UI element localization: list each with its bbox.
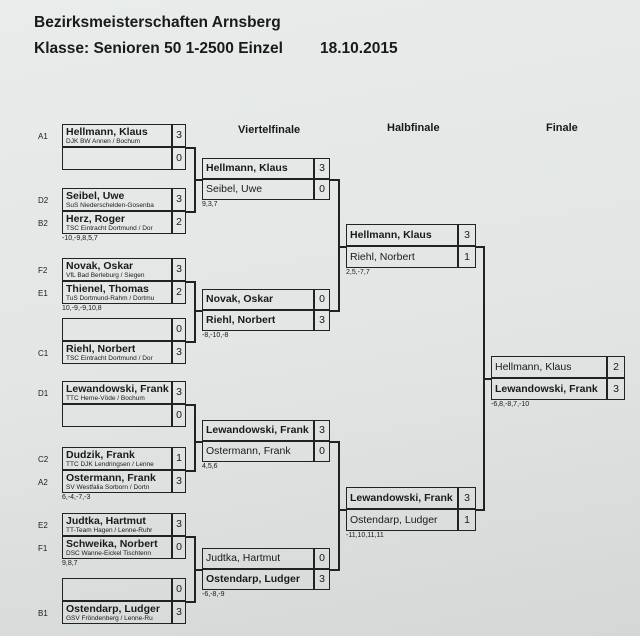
bracket-connector xyxy=(476,246,483,248)
game-result: 10,-9,-9,10,8 xyxy=(62,305,102,312)
set-score: 3 xyxy=(172,601,186,624)
player-slot[interactable] xyxy=(62,536,172,559)
set-score: 2 xyxy=(172,281,186,304)
set-score: 0 xyxy=(172,536,186,559)
bracket-connector xyxy=(194,281,196,343)
player-slot[interactable] xyxy=(202,569,314,590)
player-slot[interactable] xyxy=(346,509,458,531)
player-slot[interactable] xyxy=(62,281,172,304)
player-name: Seibel, Uwe xyxy=(66,190,125,202)
date-label: 18.10.2015 xyxy=(320,40,398,57)
set-score: 0 xyxy=(172,147,186,170)
round-label-final: Finale xyxy=(546,122,578,134)
player-club: SV Westfalia Sorborn / Dortn xyxy=(66,484,150,491)
set-score: 1 xyxy=(172,447,186,470)
player-slot[interactable] xyxy=(202,310,314,331)
player-slot[interactable] xyxy=(202,548,314,569)
bracket-connector xyxy=(186,536,194,538)
set-score: 3 xyxy=(172,470,186,493)
player-slot[interactable] xyxy=(202,420,314,441)
seed-label: E2 xyxy=(38,521,48,530)
set-score: 0 xyxy=(172,578,186,601)
player-name: Riehl, Norbert xyxy=(350,251,415,263)
player-name: Ostendarp, Ludger xyxy=(66,603,160,615)
player-slot[interactable] xyxy=(202,289,314,310)
set-score: 2 xyxy=(607,356,625,378)
game-result: 9,8,7 xyxy=(62,560,78,567)
seed-label: F1 xyxy=(38,544,48,553)
player-name: Hellmann, Klaus xyxy=(206,162,288,174)
player-slot[interactable] xyxy=(62,447,172,470)
bracket-connector xyxy=(186,211,194,213)
set-score: 3 xyxy=(458,487,476,509)
bracket-connector xyxy=(194,179,202,181)
bracket-connector xyxy=(186,470,194,472)
player-name: Lewandowski, Frank xyxy=(350,492,453,504)
set-score: 0 xyxy=(314,548,330,569)
player-name: Lewandowski, Frank xyxy=(206,424,309,436)
player-slot[interactable] xyxy=(491,378,607,400)
set-score: 3 xyxy=(172,513,186,536)
seed-label: F2 xyxy=(38,266,48,275)
player-slot[interactable] xyxy=(62,211,172,234)
player-slot[interactable] xyxy=(202,441,314,462)
player-name: Riehl, Norbert xyxy=(66,343,136,355)
player-name: Novak, Oskar xyxy=(66,260,134,272)
set-score: 1 xyxy=(458,509,476,531)
player-slot[interactable] xyxy=(62,188,172,211)
bracket-connector xyxy=(194,310,202,312)
game-result: -11,10,11,11 xyxy=(346,532,384,539)
class-label: Klasse: Senioren 50 1-2500 Einzel xyxy=(34,40,283,57)
seed-label: D1 xyxy=(38,389,49,398)
player-club: DSC Wanne-Eickel Tischtenn xyxy=(66,550,152,557)
player-name: Hellmann, Klaus xyxy=(495,361,572,373)
bracket-connector xyxy=(338,509,346,511)
player-slot[interactable] xyxy=(62,318,172,341)
bracket-connector xyxy=(186,341,194,343)
player-name: Novak, Oskar xyxy=(206,293,274,305)
game-result: 2,5,-7,7 xyxy=(346,269,370,276)
seed-label: E1 xyxy=(38,289,48,298)
seed-label: A1 xyxy=(38,132,48,141)
player-slot[interactable] xyxy=(62,470,172,493)
bracket-connector xyxy=(186,601,194,603)
player-slot[interactable] xyxy=(62,124,172,147)
set-score: 3 xyxy=(314,569,330,590)
bracket-connector xyxy=(194,441,202,443)
player-name: Lewandowski, Frank xyxy=(495,383,598,395)
player-slot[interactable] xyxy=(62,578,172,601)
set-score: 3 xyxy=(172,341,186,364)
seed-label: A2 xyxy=(38,478,48,487)
set-score: 0 xyxy=(314,289,330,310)
player-name: Herz, Roger xyxy=(66,213,125,225)
set-score: 3 xyxy=(172,381,186,404)
bracket-connector xyxy=(483,378,491,380)
set-score: 3 xyxy=(172,188,186,211)
game-result: -6,8,-8,7,-10 xyxy=(491,401,530,408)
player-name: Thienel, Thomas xyxy=(66,283,149,295)
set-score: 3 xyxy=(314,420,330,441)
player-slot[interactable] xyxy=(62,381,172,404)
seed-label: D2 xyxy=(38,196,49,205)
set-score: 3 xyxy=(607,378,625,400)
player-name: Ostermann, Frank xyxy=(66,472,156,484)
seed-label: B2 xyxy=(38,219,48,228)
player-slot[interactable] xyxy=(62,404,172,427)
bracket-connector xyxy=(186,281,194,283)
bracket-connector xyxy=(330,569,338,571)
player-name: Seibel, Uwe xyxy=(206,183,263,195)
set-score: 3 xyxy=(172,258,186,281)
game-result: 9,3,7 xyxy=(202,201,218,208)
player-name: Riehl, Norbert xyxy=(206,314,276,326)
player-slot[interactable] xyxy=(62,601,172,624)
set-score: 3 xyxy=(172,124,186,147)
player-slot[interactable] xyxy=(346,246,458,268)
player-club: GSV Fröndenberg / Lenne-Ru xyxy=(66,615,153,622)
round-label-semifinal: Halbfinale xyxy=(387,122,440,134)
player-club: DJK BW Annen / Bochum xyxy=(66,138,141,145)
set-score: 0 xyxy=(314,179,330,200)
player-name: Ostendarp, Ludger xyxy=(350,514,438,526)
round-label-quarterfinal: Viertelfinale xyxy=(238,124,301,136)
set-score: 3 xyxy=(458,224,476,246)
set-score: 2 xyxy=(172,211,186,234)
player-slot[interactable] xyxy=(202,158,314,179)
player-slot[interactable] xyxy=(62,341,172,364)
player-slot[interactable] xyxy=(62,513,172,536)
player-name: Lewandowski, Frank xyxy=(66,383,169,395)
player-name: Schweika, Norbert xyxy=(66,538,158,550)
game-result: -6,-8,-9 xyxy=(202,591,225,598)
player-name: Judtka, Hartmut xyxy=(66,515,146,527)
bracket-connector xyxy=(186,147,194,149)
tournament-title: Bezirksmeisterschaften Arnsberg xyxy=(34,14,281,31)
bracket-connector xyxy=(338,441,340,571)
game-result: 4,5,6 xyxy=(202,463,218,470)
set-score: 0 xyxy=(172,318,186,341)
game-result: 6,-4,-7,-3 xyxy=(62,494,91,501)
bracket-connector xyxy=(186,404,194,406)
player-club: SuS Niederschelden-Gosenba xyxy=(66,202,154,209)
set-score: 3 xyxy=(314,158,330,179)
player-slot[interactable] xyxy=(62,147,172,170)
player-name: Dudzik, Frank xyxy=(66,449,135,461)
set-score: 0 xyxy=(172,404,186,427)
bracket-connector xyxy=(476,509,483,511)
set-score: 1 xyxy=(458,246,476,268)
player-club: TTC DJK Lendringsen / Lenne xyxy=(66,461,154,468)
player-club: TT-Team Hagen / Lenne-Ruhr xyxy=(66,527,153,534)
player-slot[interactable] xyxy=(346,487,458,509)
seed-label: C2 xyxy=(38,455,49,464)
set-score: 3 xyxy=(314,310,330,331)
set-score: 0 xyxy=(314,441,330,462)
player-slot[interactable] xyxy=(346,224,458,246)
bracket-connector xyxy=(330,441,338,443)
game-result: -10,-9,8,5,7 xyxy=(62,235,98,242)
game-result: -8,-10,-8 xyxy=(202,332,229,339)
player-slot[interactable] xyxy=(62,258,172,281)
bracket-connector xyxy=(194,569,202,571)
player-club: TTC Herne-Vöde / Bochum xyxy=(66,395,145,402)
bracket-connector xyxy=(194,404,196,472)
bracket-connector xyxy=(330,179,338,181)
player-slot[interactable] xyxy=(202,179,314,200)
seed-label: B1 xyxy=(38,609,48,618)
seed-label: C1 xyxy=(38,349,49,358)
player-name: Ostendarp, Ludger xyxy=(206,573,300,585)
player-club: VfL Bad Berleburg / Siegen xyxy=(66,272,145,279)
player-name: Hellmann, Klaus xyxy=(66,126,148,138)
player-name: Ostermann, Frank xyxy=(206,445,291,457)
player-club: TSC Eintracht Dortmund / Dor xyxy=(66,355,153,362)
player-name: Hellmann, Klaus xyxy=(350,229,432,241)
bracket-connector xyxy=(330,310,338,312)
bracket-connector xyxy=(338,246,346,248)
player-club: TuS Dortmund-Rahm / Dortmu xyxy=(66,295,155,302)
player-name: Judtka, Hartmut xyxy=(206,552,281,564)
player-club: TSC Eintracht Dortmund / Dor xyxy=(66,225,153,232)
player-slot[interactable] xyxy=(491,356,607,378)
